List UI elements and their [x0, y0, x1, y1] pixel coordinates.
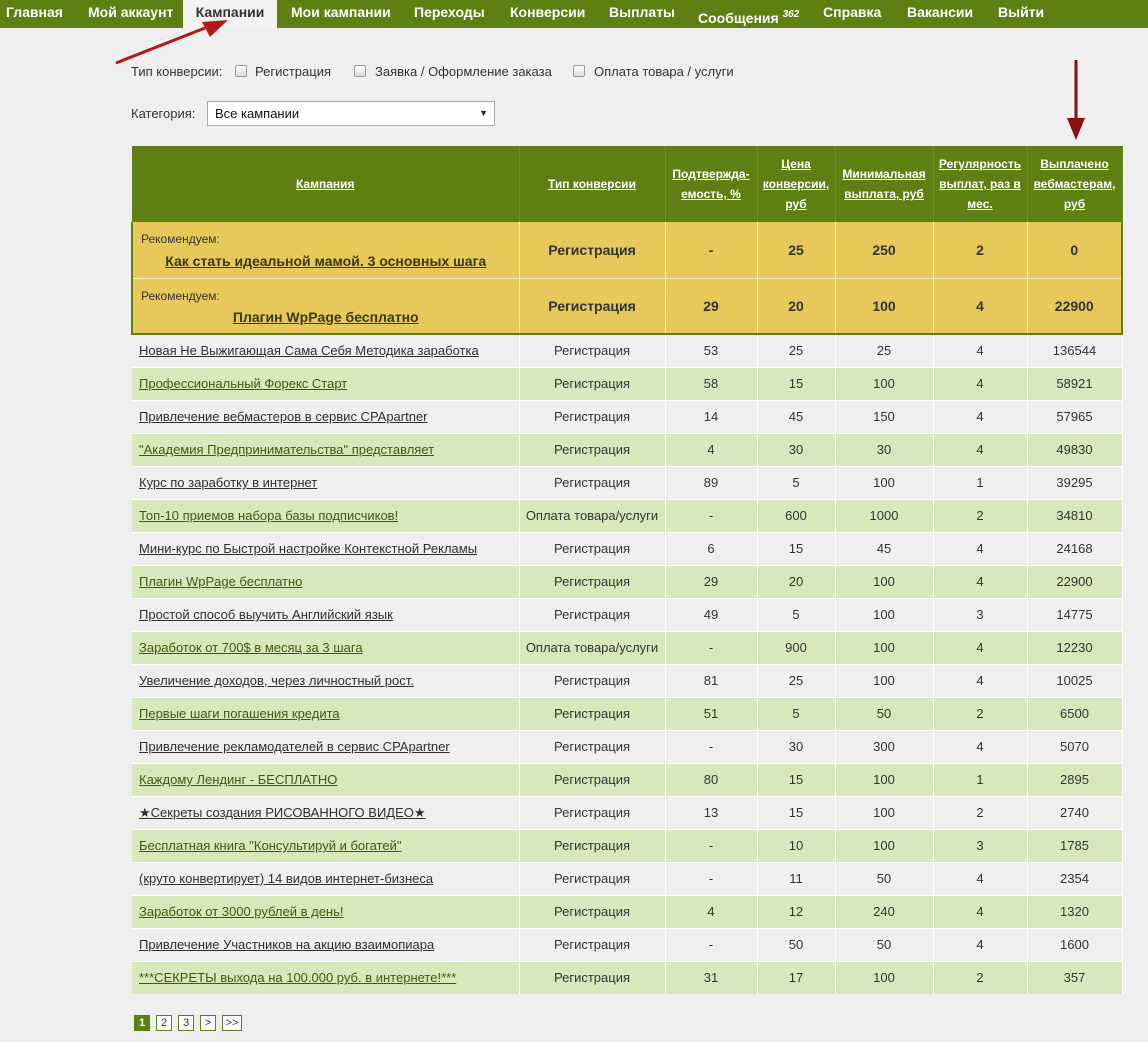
cell-price: 30	[757, 433, 835, 466]
cell-regularity: 4	[933, 862, 1027, 895]
cell-type: Регистрация	[519, 367, 665, 400]
nav-item-home[interactable]: Главная	[6, 4, 63, 20]
cell-approval: 29	[665, 565, 757, 598]
cell-price: 5	[757, 697, 835, 730]
cell-price: 17	[757, 961, 835, 994]
cell-approval: -	[665, 222, 757, 278]
cell-regularity: 4	[933, 631, 1027, 664]
cell-min-payout: 100	[835, 961, 933, 994]
recommended-name-cell	[132, 222, 519, 278]
cell-min-payout: 150	[835, 400, 933, 433]
campaign-name-cell	[132, 664, 519, 697]
cell-paid: 22900	[1027, 278, 1122, 334]
cell-paid: 1600	[1027, 928, 1122, 961]
campaign-name-cell	[132, 433, 519, 466]
recommended-row	[132, 222, 1122, 278]
cell-regularity: 2	[933, 499, 1027, 532]
filter-payment-label[interactable]: Оплата товара / услуги	[594, 64, 734, 79]
cell-approval: 51	[665, 697, 757, 730]
table-row	[132, 598, 1122, 631]
nav-item-logout[interactable]: Выйти	[998, 4, 1045, 20]
cell-paid: 2895	[1027, 763, 1122, 796]
cell-min-payout: 45	[835, 532, 933, 565]
cell-paid: 24168	[1027, 532, 1122, 565]
cell-approval: 49	[665, 598, 757, 631]
cell-approval: 29	[665, 278, 757, 334]
cell-min-payout: 250	[835, 222, 933, 278]
cell-paid: 6500	[1027, 697, 1122, 730]
filter-label: Тип конверсии:	[131, 64, 223, 79]
cell-price: 20	[757, 565, 835, 598]
cell-type: Регистрация	[519, 961, 665, 994]
page-3-button[interactable]: 3	[178, 1015, 194, 1031]
recommended-label: Рекомендуем:	[141, 288, 220, 303]
campaign-link[interactable]: Привлечение Участников на акцию взаимопиара	[139, 937, 435, 952]
cell-min-payout: 240	[835, 895, 933, 928]
cell-min-payout: 300	[835, 730, 933, 763]
filter-registration-label[interactable]: Регистрация	[255, 64, 331, 79]
cell-paid: 39295	[1027, 466, 1122, 499]
last-page-button[interactable]: >>	[222, 1015, 242, 1031]
cell-regularity: 4	[933, 730, 1027, 763]
cell-regularity: 4	[933, 895, 1027, 928]
cell-regularity: 3	[933, 598, 1027, 631]
cell-type: Регистрация	[519, 466, 665, 499]
table-header-row	[132, 146, 1122, 222]
campaign-link[interactable]: Мини-курс по Быстрой настройке Контекстной Рекламы	[139, 541, 478, 556]
campaign-link[interactable]: Плагин WpPage бесплатно	[139, 574, 303, 589]
cell-min-payout: 30	[835, 433, 933, 466]
filter-order-label[interactable]: Заявка / Оформление заказа	[375, 64, 552, 79]
cell-regularity: 4	[933, 928, 1027, 961]
cell-type: Регистрация	[519, 532, 665, 565]
cell-regularity: 2	[933, 961, 1027, 994]
campaign-link[interactable]: Простой способ выучить Английский язык	[139, 607, 393, 622]
table-row	[132, 565, 1122, 598]
cell-regularity: 2	[933, 697, 1027, 730]
cell-regularity: 4	[933, 664, 1027, 697]
cell-price: 5	[757, 598, 835, 631]
recommended-label: Рекомендуем:	[141, 232, 220, 246]
cell-paid: 58921	[1027, 367, 1122, 400]
cell-type: Регистрация	[519, 730, 665, 763]
cell-paid: 57965	[1027, 400, 1122, 433]
cell-price: 15	[757, 796, 835, 829]
cell-min-payout: 100	[835, 367, 933, 400]
campaign-name-cell	[132, 532, 519, 565]
cell-regularity: 4	[933, 565, 1027, 598]
campaigns-table	[131, 146, 1123, 994]
cell-price: 25	[757, 664, 835, 697]
cell-min-payout: 100	[835, 763, 933, 796]
filter-order-checkbox[interactable]	[354, 65, 366, 77]
cell-paid: 34810	[1027, 499, 1122, 532]
table-row	[132, 763, 1122, 796]
cell-regularity: 1	[933, 763, 1027, 796]
col-header-approval[interactable]: Подтвержда- емость, %	[665, 146, 757, 222]
category-label: Категория:	[131, 106, 196, 121]
campaign-name-cell	[132, 334, 519, 367]
table-row	[132, 730, 1122, 763]
cell-approval: 4	[665, 433, 757, 466]
nav-item-payouts[interactable]: Выплаты	[609, 4, 676, 20]
campaign-name-cell	[132, 400, 519, 433]
campaign-link[interactable]: ★Секреты создания РИСОВАННОГО ВИДЕО★	[139, 804, 426, 820]
cell-price: 20	[757, 278, 835, 334]
filter-payment-checkbox[interactable]	[573, 65, 585, 77]
recommended-name-cell	[132, 278, 519, 334]
cell-regularity: 4	[933, 367, 1027, 400]
cell-min-payout: 50	[835, 928, 933, 961]
cell-paid: 49830	[1027, 433, 1122, 466]
cell-paid: 14775	[1027, 598, 1122, 631]
cell-type: Регистрация	[519, 222, 665, 278]
cell-type: Оплата товара/услуги	[519, 499, 665, 532]
campaign-link[interactable]: Курс по заработку в интернет	[139, 475, 318, 490]
cell-type: Регистрация	[519, 829, 665, 862]
next-page-button[interactable]: >	[200, 1015, 216, 1031]
cell-min-payout: 100	[835, 565, 933, 598]
campaign-link[interactable]: (круто конвертирует) 14 видов интернет-бизнеса	[139, 871, 434, 886]
campaign-name-cell	[132, 895, 519, 928]
cell-type: Регистрация	[519, 928, 665, 961]
cell-type: Регистрация	[519, 796, 665, 829]
category-select[interactable]	[207, 101, 495, 126]
cell-type: Регистрация	[519, 565, 665, 598]
campaign-link[interactable]: Топ-10 приемов набора базы подписчиков!	[139, 508, 399, 523]
table-row	[132, 532, 1122, 565]
campaign-name-cell	[132, 466, 519, 499]
cell-regularity: 1	[933, 466, 1027, 499]
campaign-name-cell	[132, 499, 519, 532]
table-row	[132, 664, 1122, 697]
col-header-regularity[interactable]: Регулярность выплат, раз в мес.	[933, 146, 1027, 222]
recommended-campaign-link[interactable]: Как стать идеальной мамой. 3 основных шага	[165, 252, 487, 269]
messages-count-badge: 362	[782, 9, 800, 20]
table-row	[132, 862, 1122, 895]
cell-approval: 31	[665, 961, 757, 994]
campaign-name-cell	[132, 565, 519, 598]
cell-paid: 22900	[1027, 565, 1122, 598]
table-row	[132, 928, 1122, 961]
nav-item-vacancies[interactable]: Вакансии	[907, 4, 974, 20]
cell-price: 15	[757, 532, 835, 565]
cell-paid: 357	[1027, 961, 1122, 994]
cell-approval: 80	[665, 763, 757, 796]
cell-regularity: 4	[933, 532, 1027, 565]
cell-regularity: 4	[933, 400, 1027, 433]
cell-paid: 12230	[1027, 631, 1122, 664]
cell-min-payout: 50	[835, 697, 933, 730]
cell-min-payout: 100	[835, 598, 933, 631]
campaign-link[interactable]: Каждому Лендинг - БЕСПЛАТНО	[139, 772, 338, 787]
campaign-link[interactable]: Новая Не Выжигающая Сама Себя Методика заработка	[139, 343, 479, 359]
cell-price: 11	[757, 862, 835, 895]
cell-approval: 81	[665, 664, 757, 697]
table-row	[132, 499, 1122, 532]
cell-paid: 1320	[1027, 895, 1122, 928]
cell-paid: 0	[1027, 222, 1122, 278]
cell-type: Регистрация	[519, 334, 665, 367]
table-row	[132, 631, 1122, 664]
campaign-name-cell	[132, 928, 519, 961]
cell-approval: 53	[665, 334, 757, 367]
campaign-name-cell	[132, 598, 519, 631]
cell-approval: 6	[665, 532, 757, 565]
nav-item-messages[interactable]	[698, 2, 799, 30]
cell-price: 15	[757, 367, 835, 400]
nav-item-account[interactable]: Мой аккаунт	[88, 4, 174, 20]
col-header-paid[interactable]: Выплачено вебмастерам, руб	[1027, 146, 1122, 222]
cell-type: Регистрация	[519, 433, 665, 466]
cell-price: 50	[757, 928, 835, 961]
cell-paid: 2354	[1027, 862, 1122, 895]
table-row	[132, 895, 1122, 928]
chevron-down-icon: ▼	[479, 108, 488, 118]
cell-approval: 13	[665, 796, 757, 829]
cell-approval: -	[665, 928, 757, 961]
table-row	[132, 829, 1122, 862]
cell-type: Регистрация	[519, 278, 665, 334]
campaign-name-cell	[132, 631, 519, 664]
cell-regularity: 3	[933, 829, 1027, 862]
cell-regularity: 4	[933, 278, 1027, 334]
cell-paid: 1785	[1027, 829, 1122, 862]
cell-approval: -	[665, 499, 757, 532]
campaign-link[interactable]: Профессиональный Форекс Старт	[139, 376, 348, 391]
table-row	[132, 796, 1122, 829]
campaign-link[interactable]: Увеличение доходов, через личностный рост.	[139, 673, 414, 688]
cell-type: Регистрация	[519, 598, 665, 631]
col-header-type[interactable]: Тип конверсии	[519, 146, 665, 222]
cell-type: Регистрация	[519, 400, 665, 433]
campaign-name-cell	[132, 961, 519, 994]
cell-regularity: 4	[933, 433, 1027, 466]
page-2-button[interactable]: 2	[156, 1015, 172, 1031]
table-body	[132, 222, 1122, 994]
category-selected-value: Все кампании	[215, 106, 300, 121]
cell-type: Регистрация	[519, 664, 665, 697]
cell-price: 15	[757, 763, 835, 796]
cell-min-payout: 100	[835, 631, 933, 664]
campaign-link[interactable]: Привлечение рекламодателей в сервис CPApartner	[139, 739, 450, 754]
table-row	[132, 400, 1122, 433]
cell-paid: 2740	[1027, 796, 1122, 829]
col-header-price[interactable]: Цена конверсии, руб	[757, 146, 835, 222]
campaign-name-cell	[132, 697, 519, 730]
top-nav	[0, 0, 1148, 28]
campaign-name-cell	[132, 862, 519, 895]
cell-approval: 14	[665, 400, 757, 433]
cell-price: 30	[757, 730, 835, 763]
cell-type: Регистрация	[519, 697, 665, 730]
cell-approval: 4	[665, 895, 757, 928]
nav-item-clicks[interactable]: Переходы	[414, 4, 485, 20]
cell-price: 5	[757, 466, 835, 499]
cell-min-payout: 1000	[835, 499, 933, 532]
table-row	[132, 433, 1122, 466]
cell-min-payout: 100	[835, 664, 933, 697]
cell-min-payout: 100	[835, 466, 933, 499]
cell-price: 45	[757, 400, 835, 433]
cell-price: 25	[757, 334, 835, 367]
cell-min-payout: 50	[835, 862, 933, 895]
recommended-campaign-link[interactable]: Плагин WpPage бесплатно	[232, 308, 419, 325]
arrow-to-paid-column-icon	[1067, 60, 1085, 140]
col-header-min-payout[interactable]: Минимальная выплата, руб	[835, 146, 933, 222]
table-row	[132, 334, 1122, 367]
campaign-link[interactable]: Первые шаги погашения кредита	[139, 706, 340, 721]
cell-type: Регистрация	[519, 895, 665, 928]
campaign-link[interactable]: Привлечение вебмастеров в сервис CPApartner	[139, 409, 428, 424]
nav-item-messages-label: Сообщения	[698, 10, 779, 26]
campaign-link[interactable]: Заработок от 700$ в месяц за 3 шага	[139, 640, 363, 655]
campaign-link[interactable]: "Академия Предпринимательства" представляет	[139, 442, 435, 457]
campaign-link[interactable]: Бесплатная книга "Консультируй и богатей"	[139, 838, 402, 853]
cell-type: Оплата товара/услуги	[519, 631, 665, 664]
nav-item-campaigns[interactable]: Кампании	[183, 0, 277, 29]
cell-price: 600	[757, 499, 835, 532]
nav-item-my-campaigns[interactable]: Мои кампании	[291, 4, 391, 20]
cell-regularity: 2	[933, 222, 1027, 278]
cell-price: 12	[757, 895, 835, 928]
cell-price: 10	[757, 829, 835, 862]
cell-paid: 10025	[1027, 664, 1122, 697]
cell-approval: -	[665, 862, 757, 895]
table-row	[132, 367, 1122, 400]
cell-approval: -	[665, 730, 757, 763]
cell-type: Регистрация	[519, 763, 665, 796]
campaign-link[interactable]: ***СЕКРЕТЫ выхода на 100.000 руб. в интернете!***	[139, 970, 457, 986]
cell-approval: 58	[665, 367, 757, 400]
campaign-link[interactable]: Заработок от 3000 рублей в день!	[139, 904, 344, 919]
cell-regularity: 2	[933, 796, 1027, 829]
campaign-name-cell	[132, 367, 519, 400]
cell-price: 25	[757, 222, 835, 278]
campaign-name-cell	[132, 829, 519, 862]
cell-approval: -	[665, 631, 757, 664]
table-row	[132, 466, 1122, 499]
cell-type: Регистрация	[519, 862, 665, 895]
cell-approval: 89	[665, 466, 757, 499]
cell-min-payout: 25	[835, 334, 933, 367]
cell-paid: 5070	[1027, 730, 1122, 763]
cell-min-payout: 100	[835, 796, 933, 829]
nav-item-conversions[interactable]: Конверсии	[510, 4, 586, 20]
table-row	[132, 697, 1122, 730]
table-row	[132, 961, 1122, 994]
page-1-button[interactable]: 1	[134, 1015, 150, 1031]
cell-min-payout: 100	[835, 829, 933, 862]
cell-approval: -	[665, 829, 757, 862]
nav-item-help[interactable]: Справка	[823, 4, 882, 20]
campaign-name-cell	[132, 763, 519, 796]
filter-registration-checkbox[interactable]	[235, 65, 247, 77]
recommended-row	[132, 278, 1122, 334]
cell-min-payout: 100	[835, 278, 933, 334]
cell-price: 900	[757, 631, 835, 664]
campaign-name-cell	[132, 796, 519, 829]
campaign-name-cell	[132, 730, 519, 763]
cell-paid: 136544	[1027, 334, 1122, 367]
col-header-campaign[interactable]: Кампания	[132, 146, 519, 222]
cell-regularity: 4	[933, 334, 1027, 367]
